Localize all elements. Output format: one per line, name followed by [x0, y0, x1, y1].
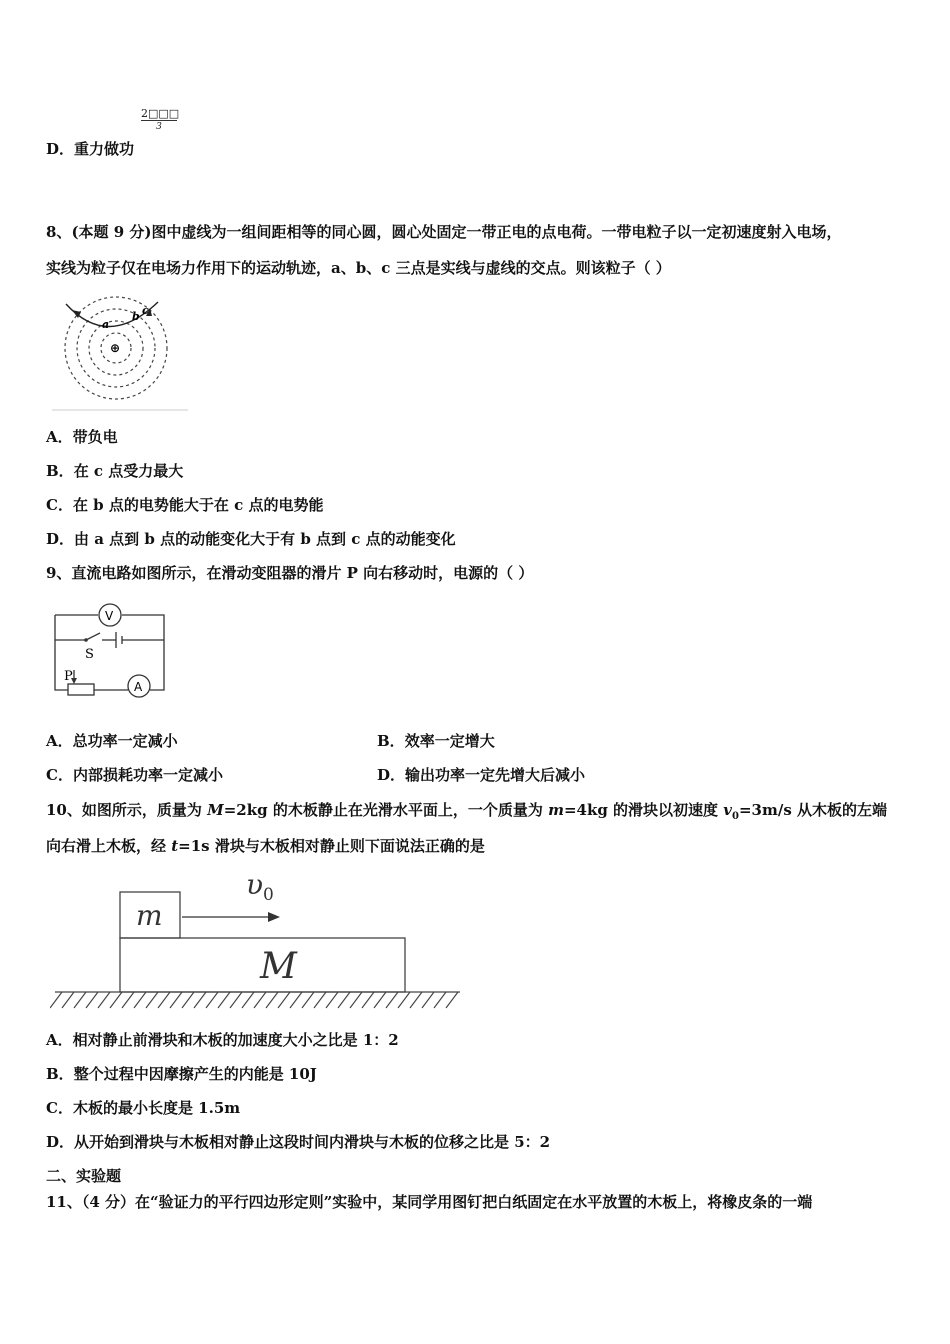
- block-mass-label: m: [136, 899, 163, 932]
- q9-option-b: B．效率一定增大: [377, 732, 495, 750]
- fraction-expression: [141, 107, 180, 133]
- ground-hatch-line: [434, 992, 446, 1008]
- voltmeter-label: V: [105, 609, 114, 623]
- point-label-b: b: [132, 310, 140, 323]
- ground-hatch-line: [242, 992, 254, 1008]
- ground-hatch-line: [122, 992, 134, 1008]
- q10-option-c: C．木板的最小长度是 1.5m: [46, 1099, 241, 1117]
- section-title: 二、实验题: [46, 1167, 122, 1185]
- ground-hatch-line: [290, 992, 302, 1008]
- board-mass-label: M: [260, 946, 297, 987]
- ground-hatch-line: [398, 992, 410, 1008]
- ground-hatch-line: [230, 992, 242, 1008]
- velocity-label: $\upsilon_0$: [246, 870, 274, 905]
- point-label-a: a: [102, 318, 110, 331]
- ground-hatch-line: [314, 992, 326, 1008]
- ground-hatch-line: [278, 992, 290, 1008]
- ground-hatch-line: [422, 992, 434, 1008]
- stem-text: (本题 9 分)图中虚线为一组间距相等的同心圆，圆心处固定一带正电的点电荷。一带电粒子以一定初速度射入电场，: [71, 223, 842, 241]
- q9-option-c: C．内部损耗功率一定减小: [46, 766, 223, 784]
- q8-option-c: C．在 b 点的电势能大于在 c 点的电势能: [46, 496, 324, 514]
- option-text: 重力做功: [74, 140, 135, 158]
- ground-hatch-line: [86, 992, 98, 1008]
- var-t: t: [171, 837, 179, 855]
- ground-hatch-line: [338, 992, 350, 1008]
- var-v: v: [723, 801, 732, 819]
- ground-hatch-line: [158, 992, 170, 1008]
- q10-option-d: D．从开始到滑块与木板相对静止这段时间内滑块与木板的位移之比是 5：2: [46, 1133, 551, 1151]
- var-m: m: [548, 801, 564, 819]
- ground-hatch-line: [170, 992, 182, 1008]
- ground-hatch-line: [134, 992, 146, 1008]
- fraction-denominator: 3: [156, 122, 162, 132]
- ground-hatch-line: [254, 992, 266, 1008]
- q10-option-b: B．整个过程中因摩擦产生的内能是 10J: [46, 1065, 317, 1083]
- option-letter: D．: [46, 140, 75, 158]
- rheostat: [68, 684, 94, 695]
- ground-hatch-line: [302, 992, 314, 1008]
- var-M: M: [207, 801, 224, 819]
- q8-option-a: A．带负电: [46, 428, 118, 446]
- point-label-c: c: [142, 304, 149, 317]
- ammeter-label: A: [134, 680, 143, 694]
- q8-option-d: D．由 a 点到 b 点的动能变化大于有 b 点到 c 点的动能变化: [46, 530, 456, 548]
- circuit-figure: [50, 600, 180, 700]
- concentric-field-figure: [48, 290, 190, 412]
- switch-blade: [86, 633, 100, 640]
- ground-hatch-line: [110, 992, 122, 1008]
- slider-label: P: [64, 669, 73, 684]
- q8-option-b: B．在 c 点受力最大: [46, 462, 184, 480]
- q8-stem-line1: [46, 222, 842, 242]
- q11-stem: 11、（4 分）在“验证力的平行四边形定则”实验中，某同学用图钉把白纸固定在水平放置的木板上，将橡皮条的一端: [46, 1193, 813, 1211]
- ground-hatch-line: [374, 992, 386, 1008]
- q7-option-d: [46, 139, 134, 159]
- ground-hatch-line: [362, 992, 374, 1008]
- ground-hatch-line: [74, 992, 86, 1008]
- ground-hatch-line: [62, 992, 74, 1008]
- q10-option-a: A．相对静止前滑块和木板的加速度大小之比是 1：2: [46, 1031, 399, 1049]
- q8-stem-line2: 实线为粒子仅在电场力作用下的运动轨迹，a、b、c 三点是实线与虚线的交点。则该粒子（ ）: [46, 259, 671, 277]
- q9-stem: 9、直流电路如图所示，在滑动变阻器的滑片 P 向右移动时，电源的（ ）: [46, 564, 534, 582]
- block-board-figure: [50, 870, 470, 1015]
- ground-hatch-line: [98, 992, 110, 1008]
- ground-hatch-line: [326, 992, 338, 1008]
- ground-hatch-line: [350, 992, 362, 1008]
- velocity-arrow-head: [268, 912, 280, 922]
- fraction-numerator: 2□□□: [141, 107, 180, 120]
- ground-hatch-line: [194, 992, 206, 1008]
- q9-option-a: A．总功率一定减小: [46, 732, 178, 750]
- ground-hatch-line: [410, 992, 422, 1008]
- switch-label: S: [85, 647, 94, 662]
- ground-hatch-line: [446, 992, 458, 1008]
- var-v-subscript: 0: [732, 811, 739, 822]
- ground-hatch-line: [218, 992, 230, 1008]
- q10-stem-line2: 向右滑上木板，经 t=1s 滑块与木板相对静止则下面说法正确的是: [46, 837, 485, 855]
- ground-hatch-line: [386, 992, 398, 1008]
- ground-hatch-line: [146, 992, 158, 1008]
- ground-hatch-line: [182, 992, 194, 1008]
- ground-hatch-line: [206, 992, 218, 1008]
- question-number: 8、: [46, 223, 72, 241]
- ground-hatch-line: [50, 992, 62, 1008]
- point-charge-symbol: ⊕: [110, 341, 121, 355]
- q10-stem-line1: 10、如图所示，质量为 M=2kg 的木板静止在光滑水平面上，一个质量为 m=4kg 的滑块以初速度 $v_0=3m/s$ 从木板的左端: [46, 801, 887, 822]
- q9-option-d: D．输出功率一定先增大后减小: [377, 766, 586, 784]
- ground-hatch-line: [266, 992, 278, 1008]
